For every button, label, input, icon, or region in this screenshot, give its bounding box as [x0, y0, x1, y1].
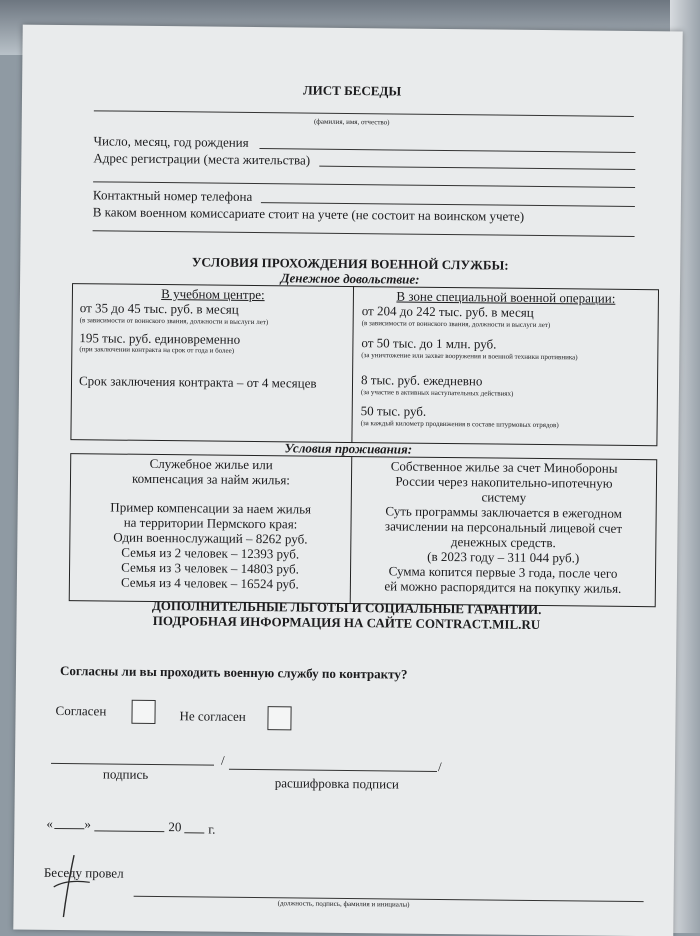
housing-right-9: ей можно распорядится на покупку жилья.: [384, 578, 622, 596]
commissariat-line[interactable]: [93, 230, 635, 237]
housing-right-3: систему: [481, 489, 527, 505]
fio-caption: (фамилия, имя, отчество): [313, 117, 390, 127]
svo-daily-note: (за участие в активных наступательных действиях): [360, 388, 514, 398]
extra-benefits-1: ДОПОЛНИТЕЛЬНЫЕ ЛЬГОТЫ И СОЦИАЛЬНЫЕ ГАРАНТИИ.: [151, 597, 542, 618]
svo-destroy: от 50 тыс. до 1 млн. руб.: [361, 335, 497, 352]
housing-example-2: на территории Пермского края:: [123, 514, 298, 532]
document-sheet: [13, 25, 682, 936]
signature-line[interactable]: [51, 763, 214, 766]
svo-km-note: (за каждый километр продвижения в составе штурмовых отрядов): [360, 419, 559, 430]
date-year-line[interactable]: [184, 832, 204, 833]
training-center-title: В учебном центре:: [161, 286, 265, 303]
training-bonus-note: (при заключении контракта на срок от года и более): [79, 345, 235, 355]
date-open-quote: «: [46, 815, 53, 831]
address-line[interactable]: [319, 166, 635, 170]
agree-label: Согласен: [55, 702, 107, 719]
disagree-label: Не согласен: [179, 708, 246, 724]
svo-pay: от 204 до 242 тыс. руб. в месяц: [361, 303, 534, 320]
housing-row-2: Семья из 2 человек – 12393 руб.: [121, 544, 300, 562]
date-close-quote: »: [84, 816, 91, 832]
training-pay: от 35 до 45 тыс. руб. в месяц: [79, 300, 239, 317]
signature-slash-1: /: [220, 752, 225, 768]
housing-right-5: зачислении на персональный лицевой счет: [384, 518, 623, 536]
conducted-label: Беседу провел: [43, 864, 124, 881]
training-pay-note: (в зависимости от воинского звания, должности и выслуги лет): [79, 316, 269, 327]
housing-right-7: (в 2023 году – 311 044 руб.): [427, 548, 580, 566]
decoding-line[interactable]: [229, 769, 437, 772]
allowance-heading: Денежное довольствие:: [280, 270, 420, 287]
contract-question: Согласны ли вы проходить военную службу по контракту?: [59, 662, 408, 682]
extra-benefits-2: ПОДРОБНАЯ ИНФОРМАЦИЯ НА САЙТЕ CONTRACT.MIL.RU: [152, 612, 541, 633]
disagree-checkbox[interactable]: [267, 706, 291, 730]
housing-right-6: денежных средств.: [450, 534, 556, 551]
phone-label: Контактный номер телефона: [92, 187, 253, 204]
decoding-caption: расшифровка подписи: [274, 775, 399, 792]
housing-right-8: Сумма копится первые 3 года, после чего: [388, 563, 618, 581]
document-title: ЛИСТ БЕСЕДЫ: [302, 82, 402, 99]
housing-right-1: Собственное жилье за счет Минобороны: [390, 458, 618, 476]
address-label: Адрес регистрации (места жительства): [93, 150, 311, 168]
housing-left-title-2: компенсация за найм жилья:: [131, 470, 291, 488]
conditions-title: УСЛОВИЯ ПРОХОЖДЕНИЯ ВОЕННОЙ СЛУЖБЫ:: [191, 254, 509, 273]
contract-term: Срок заключения контракта – от 4 месяцев: [78, 373, 317, 391]
date-month-line[interactable]: [94, 830, 164, 832]
housing-right-2: России через накопительно-ипотечную: [395, 473, 613, 491]
handwritten-mark: [47, 851, 98, 922]
svo-destroy-note: (за уничтожение или захват вооружения и военной техники противника): [361, 351, 578, 362]
svo-pay-note: (в зависимости от воинского звания, должности и выслуги лет): [361, 319, 551, 330]
housing-row-4: Семья из 4 человек – 16524 руб.: [120, 574, 299, 592]
housing-left-title-1: Служебное жилье или: [149, 455, 273, 473]
housing-example-1: Пример компенсации за наем жилья: [110, 499, 312, 517]
housing-row-1: Один военнослужащий – 8262 руб.: [113, 529, 308, 547]
birth-label: Число, месяц, год рождения: [93, 133, 249, 150]
conducted-caption: (должность, подпись, фамилия и инициалы): [277, 899, 410, 909]
date-day-line[interactable]: [54, 828, 84, 829]
commissariat-label: В каком военном комиссариате стоит на учете (не состоит на воинском учете): [92, 204, 525, 224]
address-line-2[interactable]: [93, 181, 635, 188]
signature-slash-2: /: [437, 758, 442, 774]
date-year: 20: [168, 819, 182, 835]
agree-checkbox[interactable]: [131, 700, 155, 724]
housing-heading: Условия проживания:: [284, 440, 413, 457]
signature-caption: подпись: [102, 766, 149, 782]
birth-line[interactable]: [259, 148, 635, 153]
training-bonus: 195 тыс. руб. единовременно: [79, 330, 241, 347]
svo-daily: 8 тыс. руб. ежедневно: [360, 372, 483, 389]
housing-right-4: Суть программы заключается в ежегодном: [385, 503, 622, 521]
housing-row-3: Семья из 3 человек – 14803 руб.: [121, 559, 300, 577]
date-suffix: г.: [208, 821, 216, 837]
svo-km: 50 тыс. руб.: [360, 403, 427, 419]
svo-title: В зоне специальной военной операции:: [396, 288, 616, 306]
